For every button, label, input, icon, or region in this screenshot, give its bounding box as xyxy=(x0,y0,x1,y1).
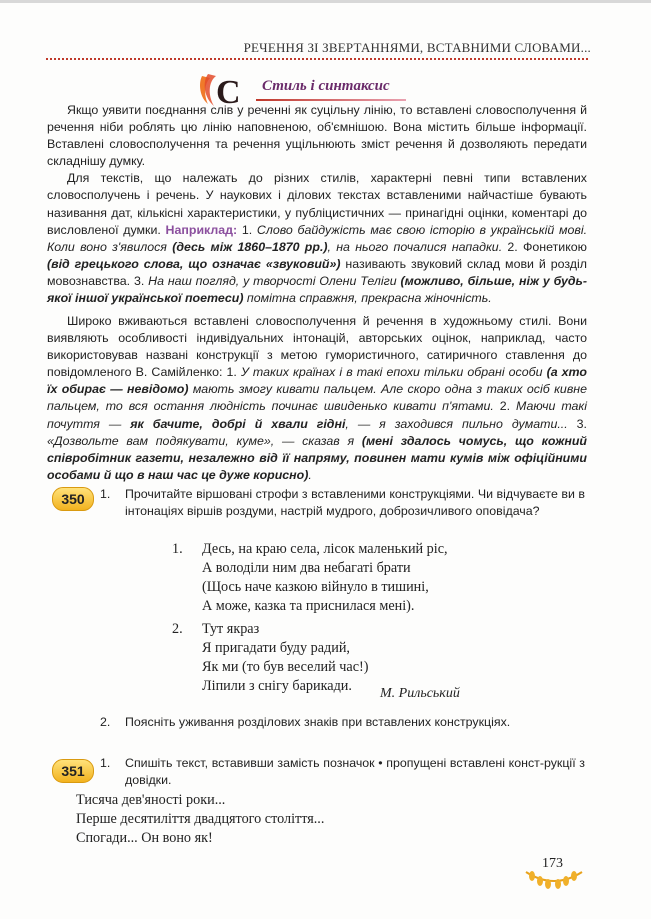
poem-line: Як ми (то був веселий час!) xyxy=(202,659,369,675)
text-segment: У таких країнах і в такі епохи тільки обрані особи xyxy=(240,365,547,380)
text-segment: (десь між 1860–1870 рр.) xyxy=(172,239,328,254)
task-number: 1. xyxy=(100,487,111,501)
page-number-block xyxy=(524,856,584,890)
text-segment: , — я заходився пильно думати... xyxy=(345,416,568,431)
text-segment: Широко вживаються вставлені словосполучення й речення в художньому стилі. Вони виявляють особливості індивідуальних інтонацій, авторських оцінок, наприклад, часто використовував названі конструкції з метою гумористичного, сатиричного ставлення до повідомленого В. Самійленко: 1. xyxy=(47,314,587,380)
text-segment: називають звуковий склад мови й розділ мовознавства. 3. xyxy=(47,256,588,288)
text-segment: Слово байдужість має свою історію в українській мові. Коли воно з'явилося xyxy=(47,222,588,254)
poem-line: (Щось наче казкою війнуло в тишині, xyxy=(202,579,429,595)
exercise-number-badge: 351 xyxy=(52,759,94,783)
top-border xyxy=(0,0,651,3)
text-segment: (мені здалось чомусь, що кожний співробітник газети, незалежно від її напряму, повинен мати кумів між офіційними особами й що в наш час це дуже корисно) xyxy=(47,433,587,482)
text-segment: 2. xyxy=(493,399,517,414)
poem-line: А може, казка та приснилася мені). xyxy=(202,598,415,614)
poem-stanza xyxy=(172,540,448,616)
page-number: 173 xyxy=(542,856,563,871)
example-label: Наприклад: xyxy=(165,222,238,237)
poem-line: Ліпили з снігу барикади. xyxy=(202,678,352,694)
text-segment: 1. xyxy=(237,222,257,237)
task-number: 2. xyxy=(100,715,111,729)
task-number: 1. xyxy=(100,756,111,770)
poem-line: Тут якраз xyxy=(202,621,260,637)
paragraph xyxy=(47,313,587,484)
paragraph xyxy=(47,102,587,170)
exercise-prose xyxy=(76,791,324,848)
prose-line: Спогади... Он воно як! xyxy=(76,830,213,846)
poem-stanza xyxy=(172,620,369,696)
text-segment: , на нього почалися нападки. xyxy=(327,239,503,254)
poem-line: А володіли ним два небагаті брати xyxy=(202,560,411,576)
text-segment: (від грецького слова, що означає «звуковий») xyxy=(47,256,341,271)
task-text: Поясніть уживання розділових знаків при вставлених конструкціях. xyxy=(125,715,511,729)
paragraph xyxy=(47,170,587,307)
exercise-number-badge: 350 xyxy=(52,487,94,511)
section-title: Стиль і синтаксис xyxy=(262,78,390,94)
text-segment: 2. Фонетикою xyxy=(502,239,587,254)
text-segment: (а хто їх обирає — невідомо) xyxy=(47,365,587,397)
svg-text:С: С xyxy=(216,74,241,108)
task-text: Спишіть текст, вставивши замість позначок • пропущені вставлені конст-рукції з довідки. xyxy=(125,756,585,788)
text-segment: (можливо, більше, ніж у будь-якої іншої української поетеси) xyxy=(47,273,587,306)
stanza-number: 2. xyxy=(172,621,183,637)
poem-line: Десь, на краю села, лісок маленький ріс, xyxy=(202,541,448,557)
theory-text xyxy=(47,102,587,307)
text-segment: мають змогу кивати пальцем. Але скоро одна з таких осіб кивне пальцем, то вся остання людність починає швиденько кивати п'ятами. xyxy=(47,382,587,414)
running-header: РЕЧЕННЯ ЗІ ЗВЕРТАННЯМИ, ВСТАВНИМИ СЛОВАМИ... xyxy=(243,40,591,55)
text-segment: 3. xyxy=(567,416,587,431)
prose-line: Тисяча дев'яності роки... xyxy=(76,792,226,808)
theory-text-2 xyxy=(47,313,587,484)
header-divider xyxy=(46,58,588,60)
text-segment: Для текстів, що належать до різних стилів, характерні певні типи вставлених словосполучень і речень. У наукових і ділових текстах вставленими найчастіше бувають називання дат, кількісні характеристики, у публіцистичних — принагідні оцінки, коментарі до висловленої думки. xyxy=(47,171,587,237)
text-segment: Маючи такі почуття — xyxy=(47,399,588,431)
text-segment: як бачите, добрі й хвали гідні xyxy=(130,416,346,431)
task-text: Прочитайте віршовані строфи з вставленими конструкціями. Чи відчуваєте ви в інтонаціях віршів роздуми, настрій мудрого, доброзичливого оповідача? xyxy=(125,487,585,519)
prose-line: Перше десятиліття двадцятого століття... xyxy=(76,811,325,827)
section-underline xyxy=(256,99,406,101)
stanza-number: 1. xyxy=(172,541,183,557)
text-segment: «Дозвольте вам подякувати, куме», — сказав я xyxy=(47,433,362,448)
text-segment: Якщо уявити поєднання слів у реченні як суцільну лінію, то вставлені словосполучення й речення ніби роблять цю лінію наповненою, об'ємнішою. Вона містить більше інформації. Вставлені словосполучення та речення ущільнюють зміст речення й дозволяють передати складнішу думку. xyxy=(47,103,587,169)
poem-author: М. Рильський xyxy=(380,686,460,701)
poem-line: Я пригадати буду радий, xyxy=(202,640,350,656)
text-segment: . xyxy=(308,467,312,482)
text-segment: помітна справжня, прекрасна жіночність. xyxy=(243,291,492,306)
text-segment: На наш погляд, у творчості Олени Теліги xyxy=(148,273,401,288)
